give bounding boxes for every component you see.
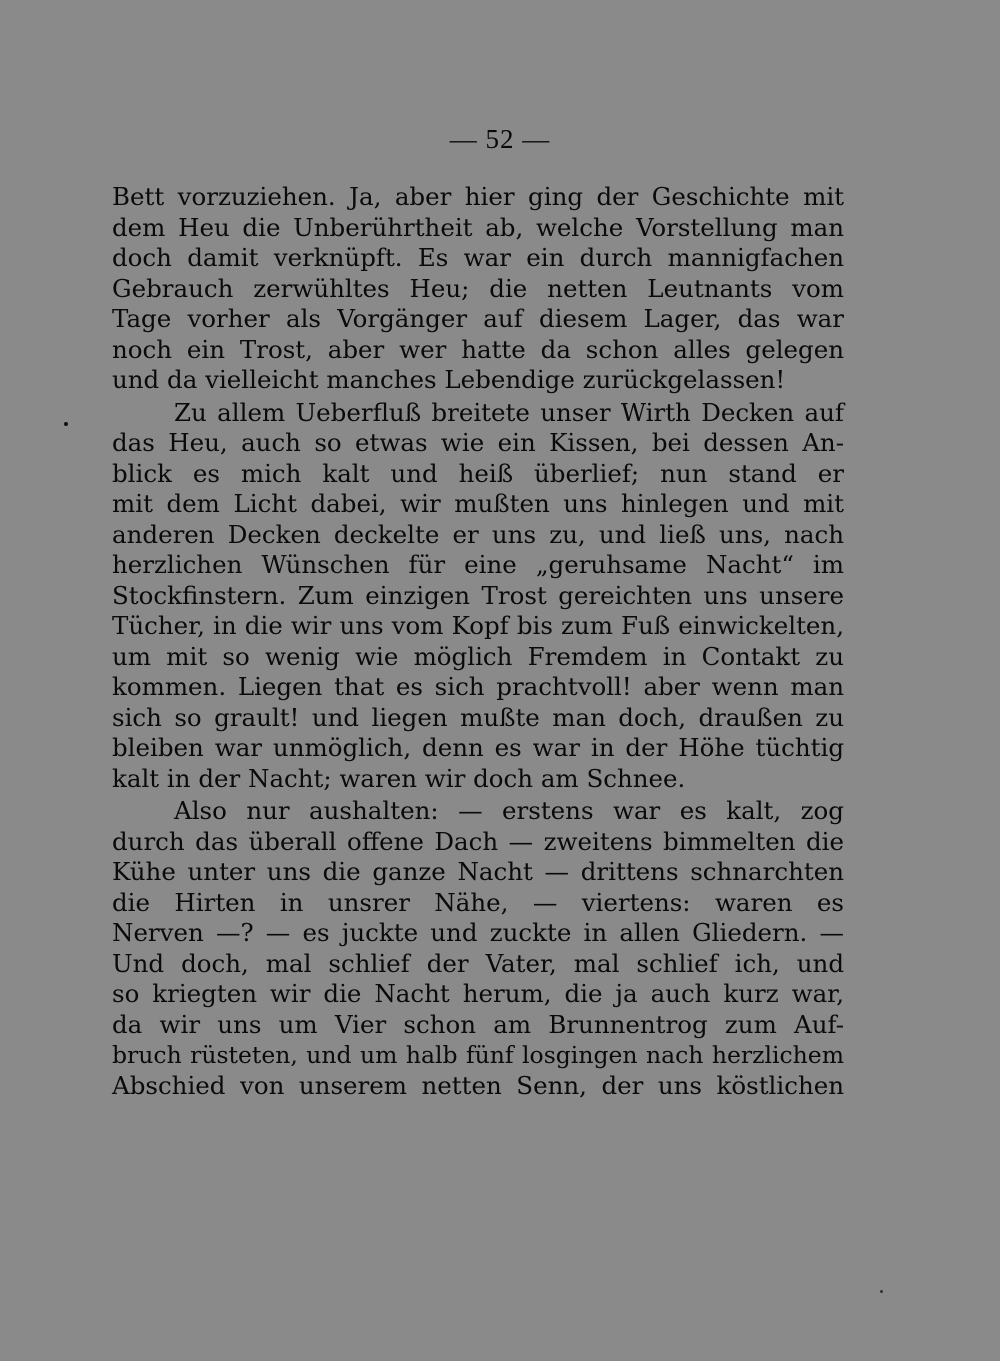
text-line: da wir uns um Vier schon am Brunnentrog zum Auf- [112, 1009, 844, 1039]
text-line: noch ein Trost, aber wer hatte da schon alles gelegen [112, 334, 844, 364]
margin-speck [880, 1290, 883, 1293]
text-line: blick es mich kalt und heiß überlief; nun stand er [112, 458, 844, 488]
text-line: so kriegten wir die Nacht herum, die ja auch kurz war, [112, 979, 844, 1008]
text-line: kommen. Liegen that es sich prachtvoll! aber wenn man [112, 672, 844, 701]
text-line: kalt in der Nacht; waren wir doch am Schnee. [112, 763, 686, 793]
text-line: Gebrauch zerwühltes Heu; die netten Leutnants vom [112, 273, 844, 303]
text-line: Tücher, in die wir uns vom Kopf bis zum Fuß einwickelten, [112, 611, 844, 640]
text-line: Abschied von unserem netten Senn, der uns köstlichen [112, 1070, 844, 1100]
text-line: dem Heu die Unberührtheit ab, welche Vorstellung man [112, 212, 844, 242]
text-line: die Hirten in unsrer Nähe, — viertens: waren es [112, 887, 844, 917]
text-line: und da vielleicht manches Lebendige zurückgelassen! [112, 365, 786, 394]
text-line: doch damit verknüpft. Es war ein durch mannigfachen [112, 243, 844, 272]
margin-speck [64, 422, 68, 426]
text-line: mit dem Licht dabei, wir mußten uns hinlegen und mit [112, 489, 844, 518]
text-line: um mit so wenig wie möglich Fremdem in Contakt zu [112, 641, 844, 671]
text-line: Also nur aushalten: — erstens war es kalt, zog [174, 796, 844, 825]
text-line: Kühe unter uns die ganze Nacht — drittens schnarchten [112, 857, 844, 886]
paragraph-1 [112, 182, 844, 396]
text-line: sich so grault! und liegen mußte man doch, draußen zu [112, 702, 844, 732]
text-line: bruch rüsteten, und um halb fünf losgingen nach herzlichem [112, 1041, 844, 1069]
text-line: Stockfinstern. Zum einzigen Trost gereichten uns unsere [112, 580, 844, 610]
text-line: bleiben war unmöglich, denn es war in der Höhe tüchtig [112, 733, 844, 762]
body-text [112, 182, 844, 1103]
text-line: Zu allem Ueberfluß breitete unser Wirth Decken auf [174, 397, 844, 427]
text-line: durch das überall offene Dach — zweitens bimmelten die [112, 826, 844, 856]
paragraph-2 [112, 398, 844, 795]
page-number: — 52 — [449, 124, 551, 154]
text-line: das Heu, auch so etwas wie ein Kissen, bei dessen An- [112, 428, 844, 457]
text-line: Bett vorzuziehen. Ja, aber hier ging der Geschichte mit [112, 182, 844, 211]
text-line: Und doch, mal schlief der Vater, mal schlief ich, und [112, 948, 844, 978]
text-line: herzlichen Wünschen für eine „geruhsame Nacht“ im [112, 550, 844, 579]
text-line: anderen Decken deckelte er uns zu, und ließ uns, nach [112, 519, 844, 549]
text-line: Nerven —? — es juckte und zuckte in allen Gliedern. — [112, 918, 844, 947]
text-line: Tage vorher als Vorgänger auf diesem Lager, das war [112, 304, 844, 333]
paragraph-3 [112, 796, 844, 1101]
